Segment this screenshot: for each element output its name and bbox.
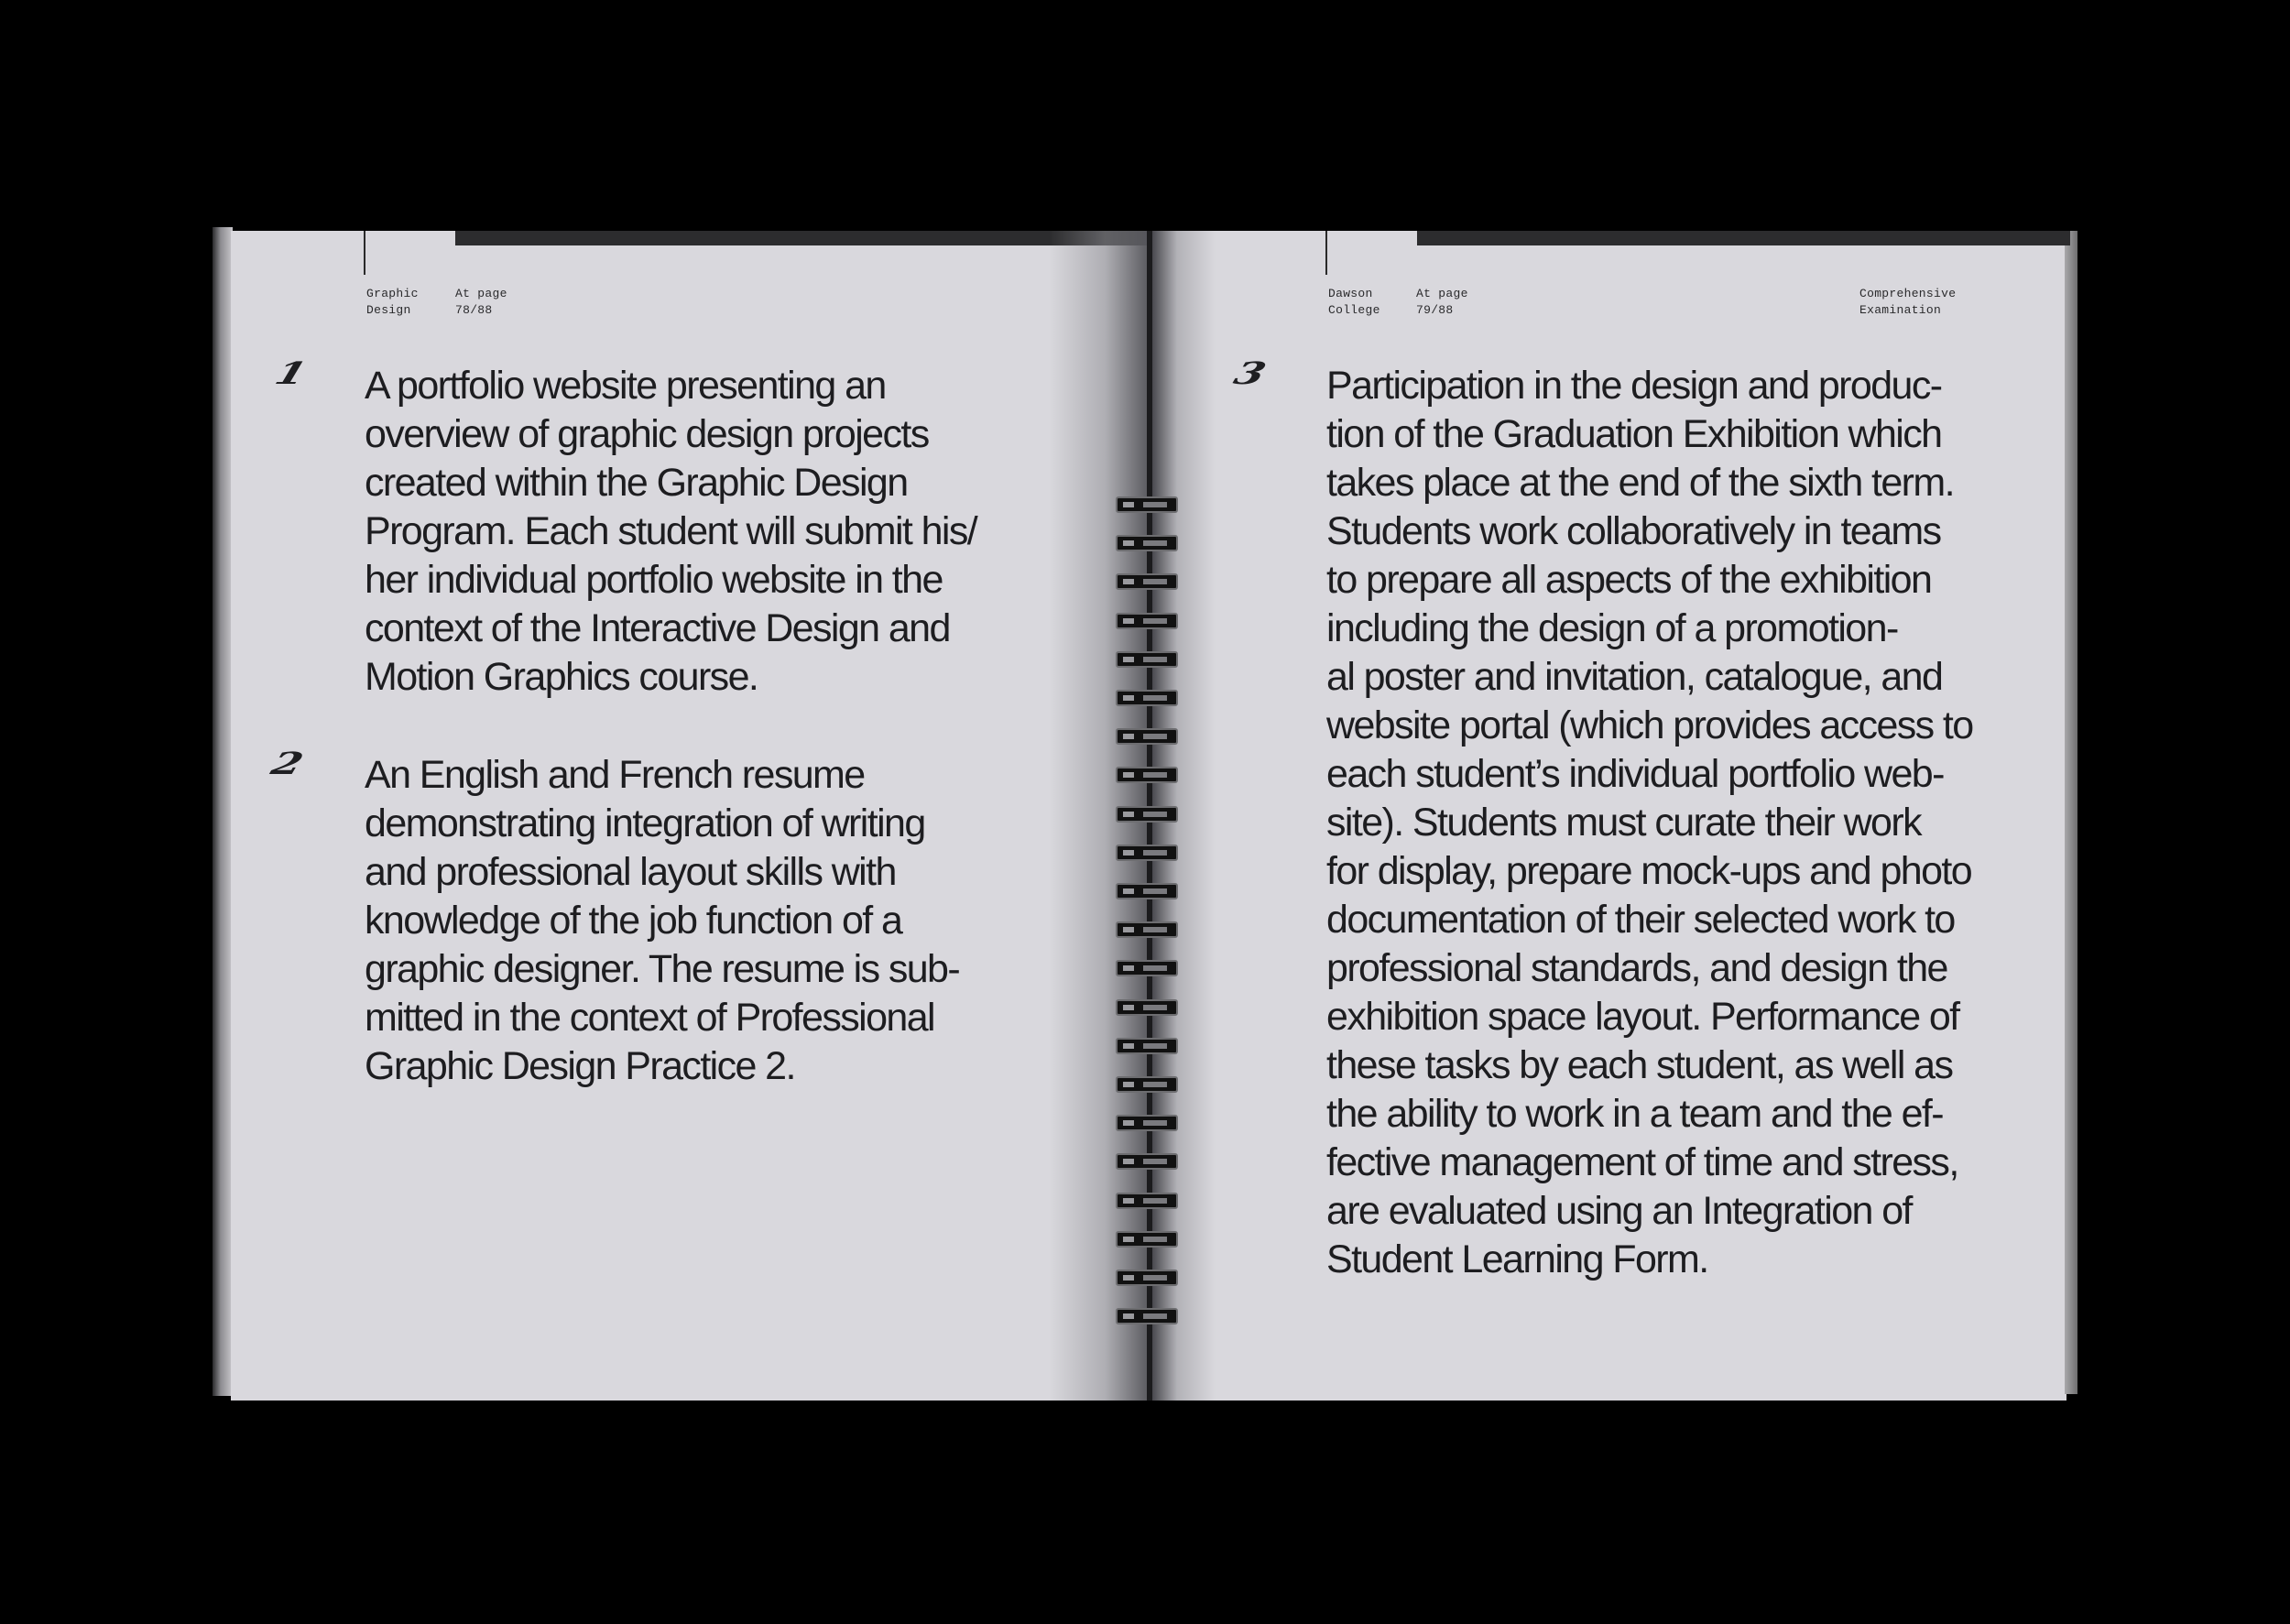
binding-ring <box>1116 1153 1178 1170</box>
binding-ring <box>1116 1308 1178 1324</box>
left-page-edge <box>213 227 233 1396</box>
binding-ring <box>1116 806 1178 823</box>
left-top-tab <box>455 231 1148 245</box>
right-header-section <box>1328 286 1380 319</box>
left-page <box>231 231 1151 1401</box>
binding-ring <box>1116 535 1178 551</box>
right-title-line2: Examination <box>1859 303 1942 317</box>
binding-ring <box>1116 1231 1178 1248</box>
binding-ring <box>1116 1193 1178 1209</box>
binding-ring <box>1116 573 1178 590</box>
right-page-label: At page <box>1416 287 1468 300</box>
binding-ring <box>1116 767 1178 783</box>
binding-ring <box>1116 1076 1178 1093</box>
right-header-label-line2: College <box>1328 303 1380 317</box>
binding-ring <box>1116 728 1178 745</box>
binding-ring <box>1116 999 1178 1016</box>
binding-ring <box>1116 921 1178 938</box>
binding-ring <box>1116 496 1178 513</box>
binding-ring <box>1116 613 1178 629</box>
left-header-rule <box>364 231 365 275</box>
left-header-page-number <box>455 286 507 319</box>
right-page <box>1151 231 2066 1401</box>
left-header-section <box>366 286 419 319</box>
binding-ring <box>1116 845 1178 861</box>
right-header-rule <box>1325 231 1327 275</box>
item-text-1: A portfolio website presenting an overview of graphic design projects created within the Graphic Design Program. Each student will submit his/ her individual portfolio website in the context of the Interactive Design and Motion Graphics course. <box>365 364 977 699</box>
binding-ring <box>1116 690 1178 706</box>
right-header-page-number <box>1416 286 1468 319</box>
item-number-2: 2 <box>267 746 307 781</box>
right-page-edge <box>2065 231 2077 1394</box>
right-title-line1: Comprehensive <box>1859 287 1957 300</box>
left-page-label: At page <box>455 287 507 300</box>
binding-ring <box>1116 1038 1178 1054</box>
left-header-label-line2: Design <box>366 303 411 317</box>
right-header-title <box>1859 286 1956 319</box>
binding-ring <box>1116 651 1178 668</box>
item-text-2: An English and French resume demonstrating integration of writing and professional layout skills with knowledge of the job function of a graphic designer. The resume is sub- mitted in the context of Professional Graphic Design Practice 2. <box>365 753 960 1088</box>
left-header-label-line1: Graphic <box>366 287 419 300</box>
right-top-tab <box>1417 231 2070 245</box>
binding-ring <box>1116 1115 1178 1131</box>
binding-ring <box>1116 883 1178 899</box>
left-page-count: 78/88 <box>455 303 493 317</box>
item-number-1: 1 <box>270 355 311 391</box>
binding-ring <box>1116 960 1178 976</box>
binding-ring <box>1116 1270 1178 1286</box>
item-number-3: 3 <box>1229 355 1270 391</box>
right-header-label-line1: Dawson <box>1328 287 1373 300</box>
right-page-count: 79/88 <box>1416 303 1454 317</box>
item-text-3: Participation in the design and produc- tion of the Graduation Exhibition which takes place at the end of the sixth term. Students work collaboratively in teams to prepare all aspects of the exhibition including the design of a promotion- al poster and invitation, catalogue, and website portal (which provides access to each student’s individual portfolio web- site). Students must curate their work for display, prepare mock-ups and photo documentation of their selected work to professional standards, and design the exhibition space layout. Performance of these tasks by each student, as well as the ability to work in a team and the ef- fective management of time and stress, are evaluated using an Integration of Student Learning Form. <box>1326 364 1973 1281</box>
